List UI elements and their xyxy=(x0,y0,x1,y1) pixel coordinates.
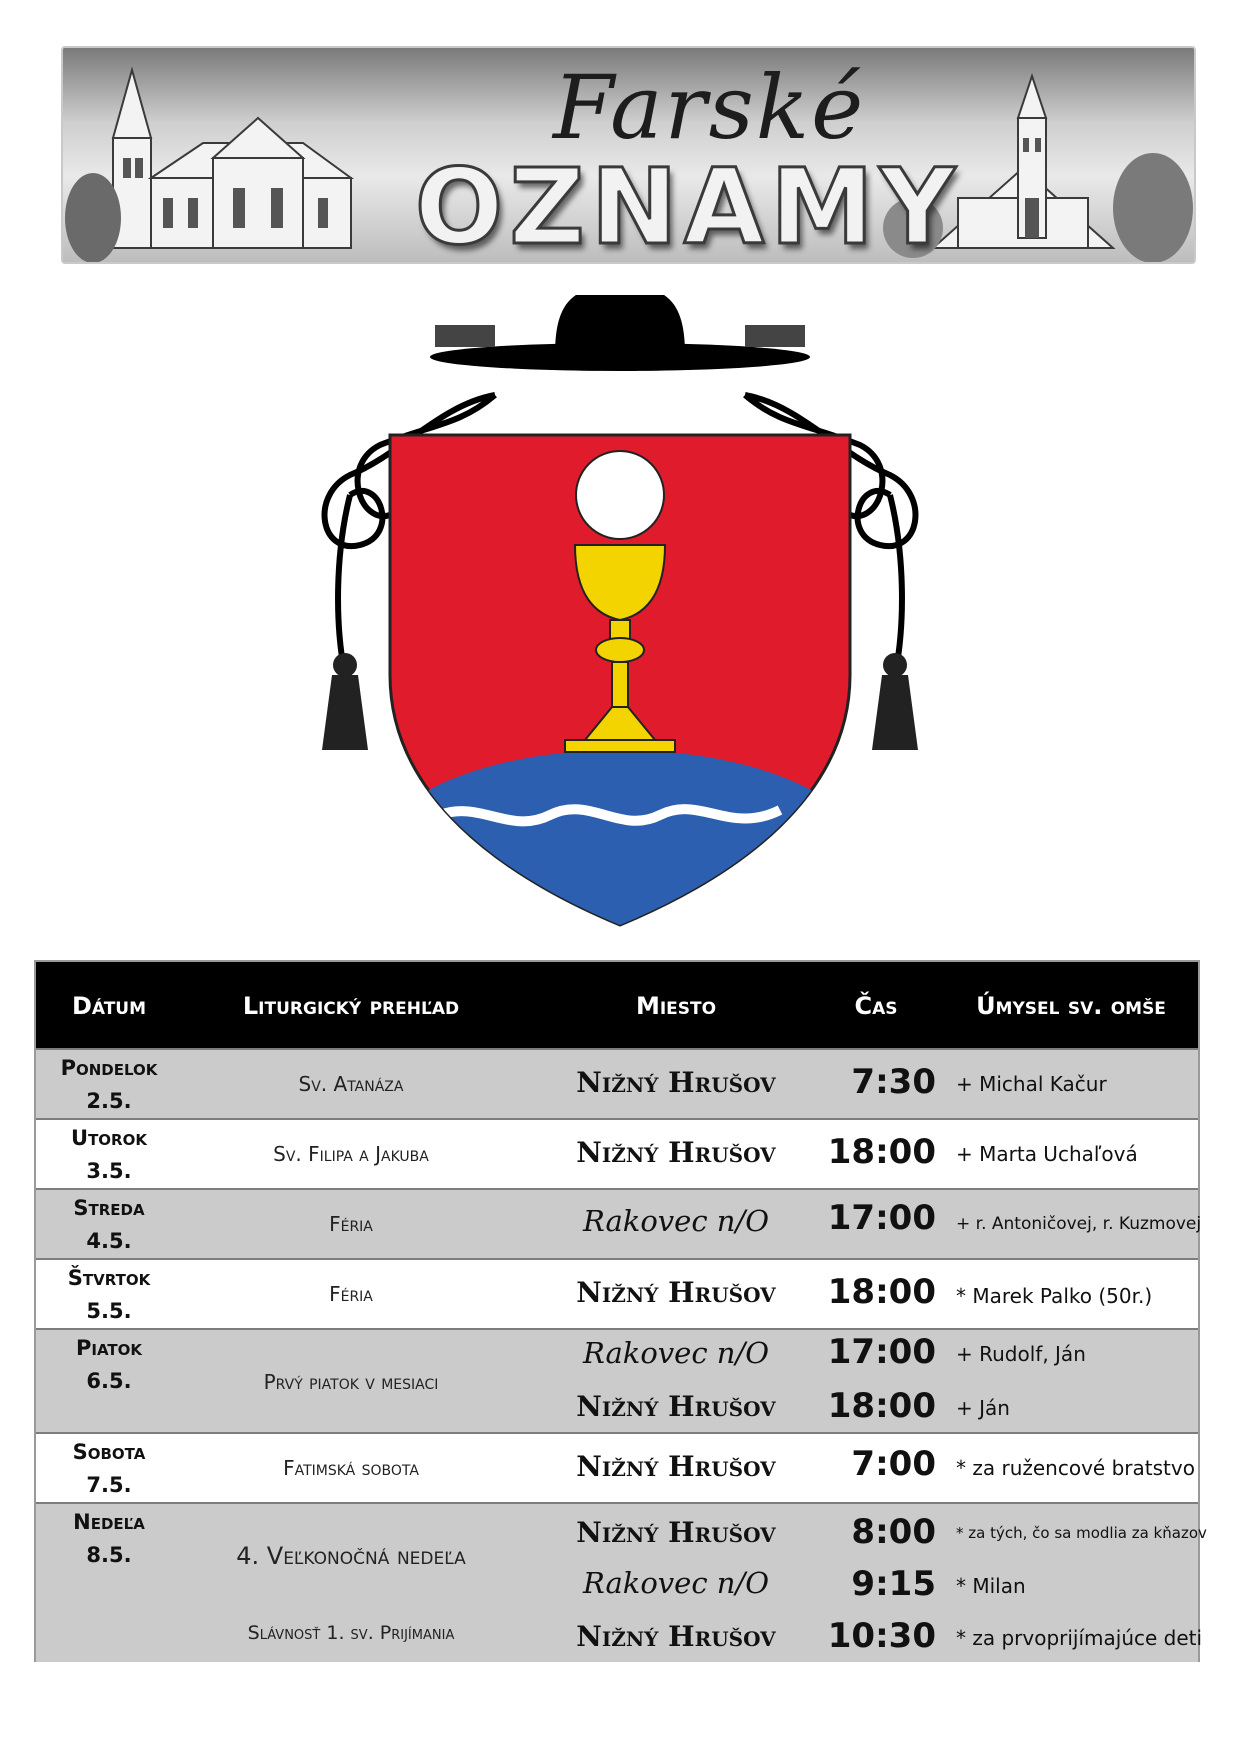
mass-time: 18:00 xyxy=(827,1272,936,1312)
mass-time: 7:30 xyxy=(851,1062,936,1102)
banner-title-farske: Farské xyxy=(553,56,866,159)
table-row xyxy=(36,1258,1198,1330)
mass-place: Nižný Hrušov xyxy=(576,1390,776,1423)
mass-place: Rakovec n/O xyxy=(582,1336,770,1370)
mass-time: 8:00 xyxy=(851,1512,936,1552)
liturgy-label: Sv. Filipa a Jakuba xyxy=(273,1142,429,1166)
table-header xyxy=(36,962,1198,1048)
liturgy-label: Féria xyxy=(329,1212,373,1236)
day-date: 6.5. xyxy=(86,1369,132,1393)
header-banner xyxy=(61,46,1196,264)
header-time: Čas xyxy=(854,992,898,1020)
mass-time: 9:15 xyxy=(851,1564,936,1604)
mass-time: 17:00 xyxy=(827,1332,936,1372)
day-date: 5.5. xyxy=(86,1299,132,1323)
day-date: 8.5. xyxy=(86,1543,132,1567)
mass-time: 18:00 xyxy=(827,1386,936,1426)
table-row xyxy=(36,1188,1202,1260)
day-name: Pondelok xyxy=(60,1056,158,1080)
day-name: Sobota xyxy=(72,1440,146,1464)
day-name: Streda xyxy=(73,1196,145,1220)
header-date: Dátum xyxy=(71,992,147,1020)
table-row xyxy=(36,1502,1207,1662)
mass-place: Nižný Hrušov xyxy=(576,1276,776,1309)
table-row xyxy=(36,1118,1198,1190)
mass-place: Nižný Hrušov xyxy=(576,1136,776,1169)
liturgy-label: Sv. Atanáza xyxy=(298,1072,404,1096)
mass-intention: * za ružencové bratstvo xyxy=(956,1456,1195,1480)
liturgy-label: Fatimská sobota xyxy=(283,1456,419,1480)
mass-place: Rakovec n/O xyxy=(582,1566,770,1600)
table-row xyxy=(36,1432,1198,1504)
mass-intention: * Marek Palko (50r.) xyxy=(956,1284,1153,1308)
day-date: 7.5. xyxy=(86,1473,132,1497)
mass-time: 7:00 xyxy=(851,1444,936,1484)
day-date: 4.5. xyxy=(86,1229,132,1253)
table-row xyxy=(36,1328,1198,1434)
day-date: 3.5. xyxy=(86,1159,132,1183)
day-date: 2.5. xyxy=(86,1089,132,1113)
table-row xyxy=(36,1048,1198,1120)
mass-place: Nižný Hrušov xyxy=(576,1516,776,1549)
liturgy-label-secondary: Slávnosť 1. sv. Prijímania xyxy=(247,1622,455,1644)
mass-intention: + Michal Kačur xyxy=(956,1072,1107,1096)
mass-place: Nižný Hrušov xyxy=(576,1066,776,1099)
liturgy-label: Féria xyxy=(329,1282,373,1306)
mass-intention: * za tých, čo sa modlia za kňazov xyxy=(956,1524,1207,1542)
mass-time: 10:30 xyxy=(827,1616,936,1656)
mass-intention: + Marta Uchaľová xyxy=(956,1142,1138,1166)
mass-place: Nižný Hrušov xyxy=(576,1620,776,1653)
mass-place: Nižný Hrušov xyxy=(576,1450,776,1483)
mass-intention: * za prvoprijímajúce deti xyxy=(956,1626,1203,1650)
mass-intention: + r. Antoničovej, r. Kuzmovej xyxy=(956,1214,1202,1234)
day-name: Nedeľa xyxy=(73,1510,145,1534)
mass-time: 17:00 xyxy=(827,1198,936,1238)
mass-schedule-table xyxy=(34,960,1207,1662)
mass-intention: + Ján xyxy=(956,1396,1010,1420)
header-intention: Úmysel sv. omše xyxy=(976,992,1166,1020)
mass-intention: * Milan xyxy=(956,1574,1026,1598)
day-name: Štvrtok xyxy=(67,1266,151,1290)
liturgy-label: 4. Veľkonočná nedeľa xyxy=(236,1542,466,1570)
header-place: Miesto xyxy=(635,992,717,1020)
liturgy-label: Prvý piatok v mesiaci xyxy=(263,1370,439,1394)
mass-intention: + Rudolf, Ján xyxy=(956,1342,1086,1366)
banner-title-oznamy: OZNAMY xyxy=(414,146,962,264)
mass-time: 18:00 xyxy=(827,1132,936,1172)
mass-place: Rakovec n/O xyxy=(582,1204,770,1238)
day-name: Utorok xyxy=(71,1126,147,1150)
parish-coat-of-arms xyxy=(320,295,920,935)
header-liturgy: Liturgický prehľad xyxy=(242,992,460,1020)
day-name: Piatok xyxy=(75,1336,143,1360)
